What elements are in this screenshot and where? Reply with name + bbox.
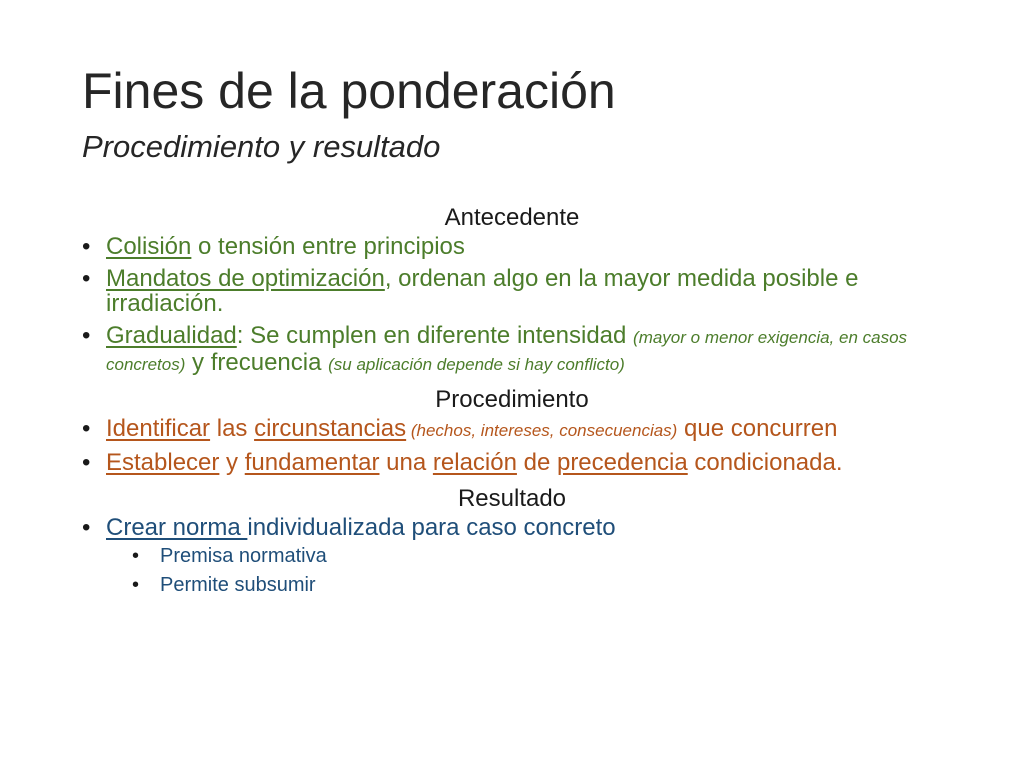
underlined-term: Mandatos de optimización bbox=[106, 265, 385, 292]
bullet-text: y bbox=[219, 449, 245, 476]
underlined-term: precedencia bbox=[556, 449, 688, 476]
bullet-text: las bbox=[210, 415, 255, 442]
list-item bbox=[82, 515, 942, 600]
slide-body bbox=[82, 202, 942, 607]
sub-list-item: • Premisa normativa bbox=[132, 542, 942, 571]
bullet-text: condicionada. bbox=[687, 449, 843, 476]
antecedente-list bbox=[82, 234, 942, 377]
sub-list-item: • Permite subsumir bbox=[132, 571, 942, 600]
bullet-text: una bbox=[379, 449, 433, 476]
bullet-note: (hechos, intereses, consecuencias) bbox=[406, 421, 678, 440]
list-item bbox=[82, 266, 942, 316]
underlined-term: Gradualidad bbox=[106, 322, 237, 349]
slide-title: Fines de la ponderación bbox=[82, 63, 616, 119]
bullet-note: (su aplicación depende si hay conflicto) bbox=[328, 355, 625, 374]
bullet-text: individualizada para caso concreto bbox=[247, 514, 616, 541]
underlined-term: fundamentar bbox=[244, 449, 380, 476]
underlined-term: circunstancias bbox=[254, 415, 407, 442]
list-item bbox=[82, 450, 942, 475]
resultado-sublist bbox=[106, 542, 942, 600]
list-item bbox=[82, 323, 942, 377]
list-item bbox=[82, 416, 942, 443]
underlined-term: Establecer bbox=[106, 449, 220, 476]
bullet-text: o tensión entre principios bbox=[191, 233, 465, 260]
section-heading-procedimiento: Procedimiento bbox=[435, 386, 589, 413]
resultado-list bbox=[82, 515, 942, 600]
bullet-text: : Se cumplen en diferente intensidad bbox=[236, 322, 634, 349]
bullet-note: (mayor o menor exigencia, en casos concretos) bbox=[106, 328, 908, 374]
procedimiento-list bbox=[82, 416, 942, 475]
list-item bbox=[82, 234, 942, 259]
underlined-term: Crear norma bbox=[106, 514, 248, 541]
bullet-text: , ordenan algo en la mayor medida posible e irradiación. bbox=[106, 265, 859, 317]
underlined-term: relación bbox=[432, 449, 517, 476]
bullet-text: de bbox=[516, 449, 557, 476]
bullet-text: y frecuencia bbox=[185, 349, 329, 376]
section-heading-antecedente: Antecedente bbox=[444, 204, 580, 231]
slide-subtitle: Procedimiento y resultado bbox=[82, 129, 441, 164]
bullet-text: que concurren bbox=[677, 415, 838, 442]
underlined-term: Identificar bbox=[106, 415, 211, 442]
section-heading-resultado: Resultado bbox=[457, 485, 567, 512]
underlined-term: Colisión bbox=[106, 233, 192, 260]
